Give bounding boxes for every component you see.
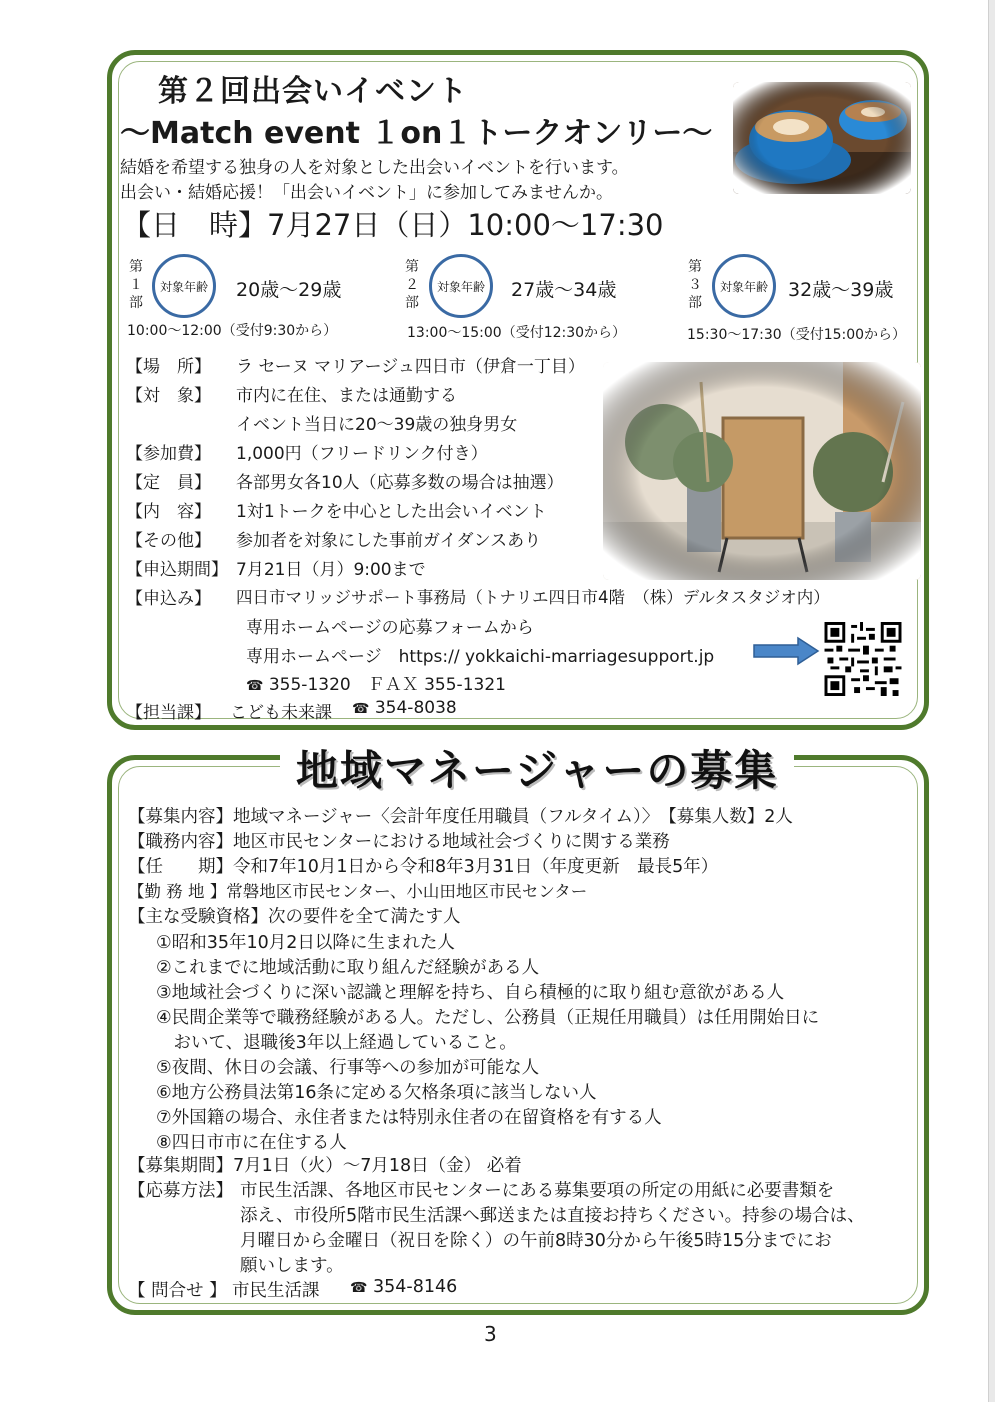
row-label-target: 【対 象】 [126, 386, 211, 406]
row-value-target-2: イベント当日に20～39歳の独身男女 [236, 415, 518, 435]
coffee-photo [733, 82, 911, 194]
method-line-2: 添え、市役所5階市民生活課へ郵送または直接お持ちください。持参の場合は、 [240, 1206, 865, 1226]
row-value-apply: 四日市マリッジサポート事務局（トナリエ四日市4階 （株）デルタスタジオ内） [236, 588, 830, 607]
row-value-other: 参加者を対象にした事前ガイダンスあり [236, 531, 542, 551]
event-subtitle: ～Match event １on１トークオンリー～ [120, 116, 713, 151]
row-value-capacity: 各部男女各10人（応募多数の場合は抽選） [236, 473, 564, 493]
contact-value: こども未来課 [230, 703, 332, 723]
requirement-1: ①昭和35年10月2日以降に生まれた人 [156, 933, 455, 953]
row-value-fee: 1,000円（フリードリンク付き） [236, 444, 488, 464]
inquiry-tel-line [350, 1277, 457, 1297]
requirement-7: ⑦外国籍の場合、永住者または特別永住者の在留資格を有する人 [156, 1108, 662, 1128]
requirement-4: ④民間企業等で職務経験がある人。ただし、公務員（正規任用職員）は任用開始日に [156, 1008, 820, 1028]
qr-code-icon[interactable] [824, 622, 902, 696]
contact-tel: 354-8038 [374, 698, 457, 718]
phone-icon: ☎ [246, 678, 264, 694]
contact-label: 【担当課】 [126, 703, 211, 723]
part-2-label: 第２部 [405, 259, 419, 311]
inquiry-tel: 354-8146 [373, 1277, 458, 1297]
arrow-right-icon [752, 636, 820, 666]
tel-fax-line [246, 670, 506, 695]
phone-icon: ☎ [352, 701, 370, 717]
row-value-deadline: 7月21日（月）9:00まで [236, 560, 426, 580]
homepage-link[interactable]: 専用ホームページ https:// yokkaichi-marriagesupport.jp [246, 647, 715, 667]
phone-icon: ☎ [350, 1280, 368, 1296]
age-badge-1: 対象年齢 [152, 254, 216, 318]
recruit-line-5: 【主な受験資格】次の要件を全て満たす人 [128, 907, 461, 927]
requirement-4-cont: おいて、退職後3年以上経過していること。 [156, 1033, 517, 1053]
event-lead-1: 結婚を希望する独身の人を対象とした出会いイベントを行います。 [120, 158, 629, 178]
row-label-fee: 【参加費】 [126, 444, 211, 464]
method-line-3: 月曜日から金曜日（祝日を除く）の午前8時30分から午後5時15分までにお [240, 1231, 832, 1251]
part-3-time: 15:30～17:30（受付15:00から） [687, 327, 907, 343]
part-3-label: 第３部 [688, 259, 702, 311]
requirement-2: ②これまでに地域活動に取り組んだ経験がある人 [156, 958, 540, 978]
requirement-6: ⑥地方公務員法第16条に定める欠格条項に該当しない人 [156, 1083, 597, 1103]
event-datetime: 【日 時】7月27日（日）10:00～17:30 [122, 208, 664, 242]
page-edge [988, 0, 995, 1402]
recruit-line-4: 【勤 務 地 】常磐地区市民センター、小山田地区市民センター [128, 882, 588, 901]
recruit-period: 【募集期間】7月1日（火）～7月18日（金） 必着 [128, 1156, 522, 1176]
part-2-time: 13:00～15:00（受付12:30から） [407, 325, 627, 341]
flower-photo [603, 362, 921, 580]
event-title: 第２回出会いイベント [158, 74, 468, 109]
part-1-label: 第１部 [129, 259, 143, 311]
part-1-age: 20歳～29歳 [236, 279, 342, 301]
part-3-age: 32歳～39歳 [788, 279, 894, 301]
recruit-heading: 地域マネージャーの募集 [280, 738, 794, 798]
recruit-line-1: 【募集内容】地域マネージャー〈会計年度任用職員（フルタイム）〉 【募集人数】2人 [128, 807, 793, 827]
inquiry-value: 市民生活課 [232, 1281, 320, 1301]
requirement-8: ⑧四日市市に在住する人 [156, 1133, 347, 1153]
inquiry-label: 【 問合せ 】 [128, 1281, 227, 1301]
row-value-target: 市内に在住、または通勤する [236, 386, 457, 406]
tel-fax-text: 355-1320 ＦＡＸ 355-1321 [268, 675, 506, 695]
row-label-apply: 【申込み】 [126, 589, 211, 609]
event-lead-2: 出会い・結婚応援！「出会いイベント」に参加してみませんか。 [120, 183, 613, 203]
row-label-content: 【内 容】 [126, 502, 211, 522]
contact-tel-line [352, 698, 457, 718]
row-value-place: ラ セーヌ マリアージュ四日市（伊倉一丁目） [236, 357, 585, 377]
recruit-line-3: 【任 期】令和7年10月1日から令和8年3月31日（年度更新 最長5年） [128, 857, 719, 877]
age-badge-2: 対象年齢 [429, 254, 493, 318]
recruit-line-2: 【職務内容】地区市民センターにおける地域社会づくりに関する業務 [128, 832, 670, 852]
row-label-deadline: 【申込期間】 [126, 560, 228, 580]
part-1-time: 10:00～12:00（受付9:30から） [127, 323, 338, 339]
row-label-capacity: 【定 員】 [126, 473, 211, 493]
apply-form-text: 専用ホームページの応募フォームから [246, 618, 534, 638]
part-2-age: 27歳～34歳 [511, 279, 617, 301]
method-line-4: 願いします。 [240, 1256, 344, 1276]
row-label-other: 【その他】 [126, 531, 211, 551]
age-badge-3: 対象年齢 [712, 254, 776, 318]
row-value-content: 1対1トークを中心とした出会いイベント [236, 502, 547, 522]
method-label: 【応募方法】 [128, 1181, 233, 1201]
method-line-1: 市民生活課、各地区市民センターにある募集要項の所定の用紙に必要書類を [240, 1181, 835, 1201]
row-label-place: 【場 所】 [126, 357, 211, 377]
page-number: 3 [484, 1322, 497, 1346]
requirement-5: ⑤夜間、休日の会議、行事等への参加が可能な人 [156, 1058, 540, 1078]
requirement-3: ③地域社会づくりに深い認識と理解を持ち、自ら積極的に取り組む意欲がある人 [156, 983, 785, 1003]
